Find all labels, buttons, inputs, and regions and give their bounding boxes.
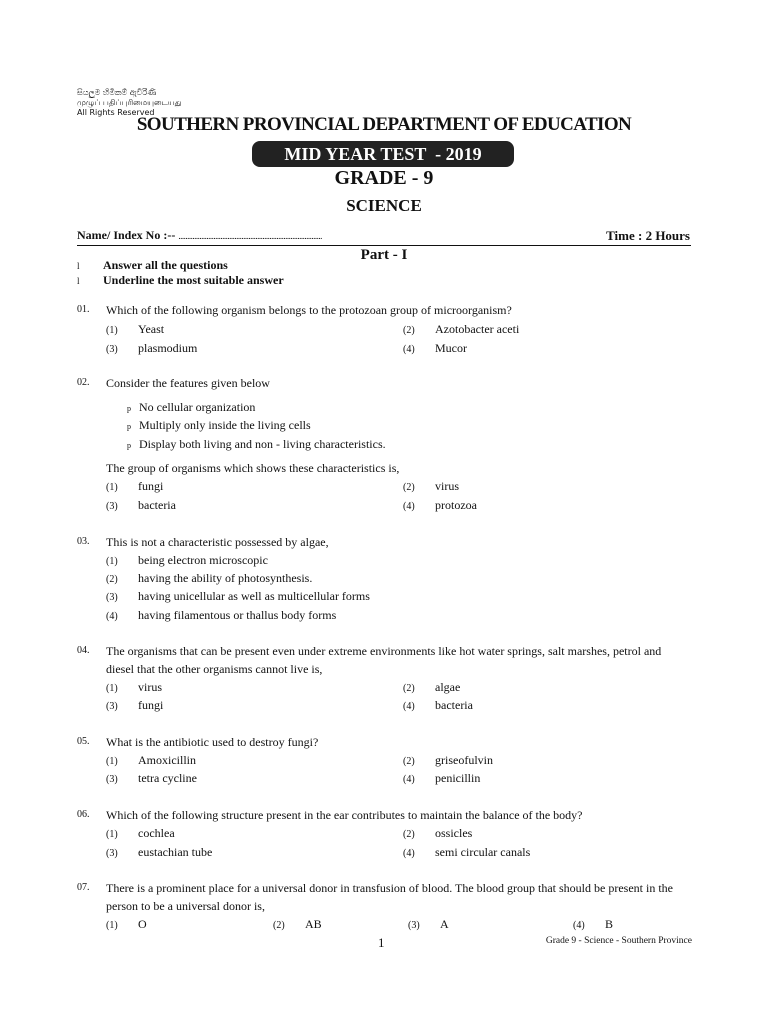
- feature-3: p Display both living and non - living characteristics.: [127, 437, 386, 451]
- department-title: SOUTHERN PROVINCIAL DEPARTMENT OF EDUCATION: [136, 114, 632, 135]
- option-2[interactable]: (2) Azotobacter aceti: [403, 322, 520, 336]
- option-1[interactable]: (1) being electron microscopic: [106, 553, 268, 567]
- question-text: What is the antibiotic used to destroy fungi?: [106, 735, 319, 749]
- option-1[interactable]: (1) cochlea: [106, 826, 175, 840]
- option-3[interactable]: (3) tetra cycline: [106, 771, 197, 785]
- option-4[interactable]: (4) Mucor: [403, 341, 467, 355]
- instruction-1: [77, 258, 228, 273]
- question-number: 04.: [77, 645, 90, 656]
- instruction-bullet: l: [77, 276, 80, 286]
- rights-sinhala: සියලුම හිමිකම් ඇවිරිණි: [77, 88, 157, 97]
- question-text: Which of the following organism belongs to the protozoan group of microorganism?: [106, 303, 512, 317]
- option-3[interactable]: (3) bacteria: [106, 498, 176, 512]
- option-1[interactable]: (1) Amoxicillin: [106, 753, 196, 767]
- question-number: 01.: [77, 304, 90, 315]
- option-1[interactable]: (1) O: [106, 917, 147, 931]
- name-index-row: [77, 228, 322, 243]
- option-2[interactable]: (2) ossicles: [403, 826, 473, 840]
- instruction-text: Underline the most suitable answer: [103, 273, 284, 287]
- option-1[interactable]: (1) virus: [106, 680, 162, 694]
- option-2[interactable]: (2) algae: [403, 680, 461, 694]
- option-3[interactable]: (3) fungi: [106, 698, 164, 712]
- subject-title: SCIENCE: [346, 196, 422, 215]
- option-3[interactable]: (3) plasmodium: [106, 341, 198, 355]
- question-text: Which of the following structure present in the ear contributes to maintain the balance of the body?: [106, 808, 583, 822]
- question-number: 02.: [77, 377, 90, 388]
- option-1[interactable]: (1) fungi: [106, 479, 164, 493]
- question-number: 06.: [77, 809, 90, 820]
- option-4[interactable]: (4) semi circular canals: [403, 845, 531, 859]
- feature-2: p Multiply only inside the living cells: [127, 418, 311, 432]
- question-text: There is a prominent place for a universal donor in transfusion of blood. The blood group that should be present in the person to be a universal donor is,: [106, 881, 673, 913]
- question-text: This is not a characteristic possessed by algae,: [106, 535, 329, 549]
- question-text: Consider the features given below: [106, 376, 270, 390]
- rights-tamil: முழுப் பதிப்புரிமையுடையது: [77, 98, 182, 107]
- name-label: Name/ Index No :--: [77, 228, 176, 242]
- instruction-text: Answer all the questions: [103, 258, 228, 272]
- option-4[interactable]: (4) B: [573, 917, 614, 931]
- question-text: The organisms that can be present even under extreme environments like hot water springs, salt marshes, petrol and diesel that the other organisms cannot live is,: [106, 644, 662, 676]
- question-subtext: The group of organisms which shows these characteristics is,: [106, 461, 400, 475]
- question-number: 05.: [77, 736, 90, 747]
- page-number: 1: [378, 935, 385, 950]
- header-divider: [77, 245, 691, 246]
- instruction-2: [77, 273, 284, 288]
- question-number: 03.: [77, 536, 90, 547]
- option-2[interactable]: (2) virus: [403, 479, 459, 493]
- name-blank: ..................................................................................: [178, 231, 322, 241]
- time-allowed: Time : 2 Hours: [606, 228, 690, 243]
- rights-english: All Rights Reserved: [77, 108, 155, 117]
- grade-title: GRADE - 9: [334, 167, 434, 189]
- feature-1: p No cellular organization: [127, 400, 256, 414]
- option-4[interactable]: (4) bacteria: [403, 698, 473, 712]
- option-3[interactable]: (3) eustachian tube: [106, 845, 213, 859]
- question-number: 07.: [77, 882, 90, 893]
- option-4[interactable]: (4) protozoa: [403, 498, 477, 512]
- option-4[interactable]: (4) penicillin: [403, 771, 481, 785]
- option-4[interactable]: (4) having filamentous or thallus body forms: [106, 608, 337, 622]
- instruction-bullet: l: [77, 261, 80, 271]
- option-2[interactable]: (2) having the ability of photosynthesis.: [106, 571, 313, 585]
- part-heading: Part - I: [360, 247, 408, 263]
- option-3[interactable]: (3) A: [408, 917, 449, 931]
- option-1[interactable]: (1) Yeast: [106, 322, 165, 336]
- test-banner: MID YEAR TEST - 2019: [252, 141, 514, 167]
- option-2[interactable]: (2) griseofulvin: [403, 753, 493, 767]
- footer-text: Grade 9 - Science - Southern Province: [545, 936, 692, 946]
- option-3[interactable]: (3) having unicellular as well as multicellular forms: [106, 589, 370, 603]
- option-2[interactable]: (2) AB: [273, 917, 322, 931]
